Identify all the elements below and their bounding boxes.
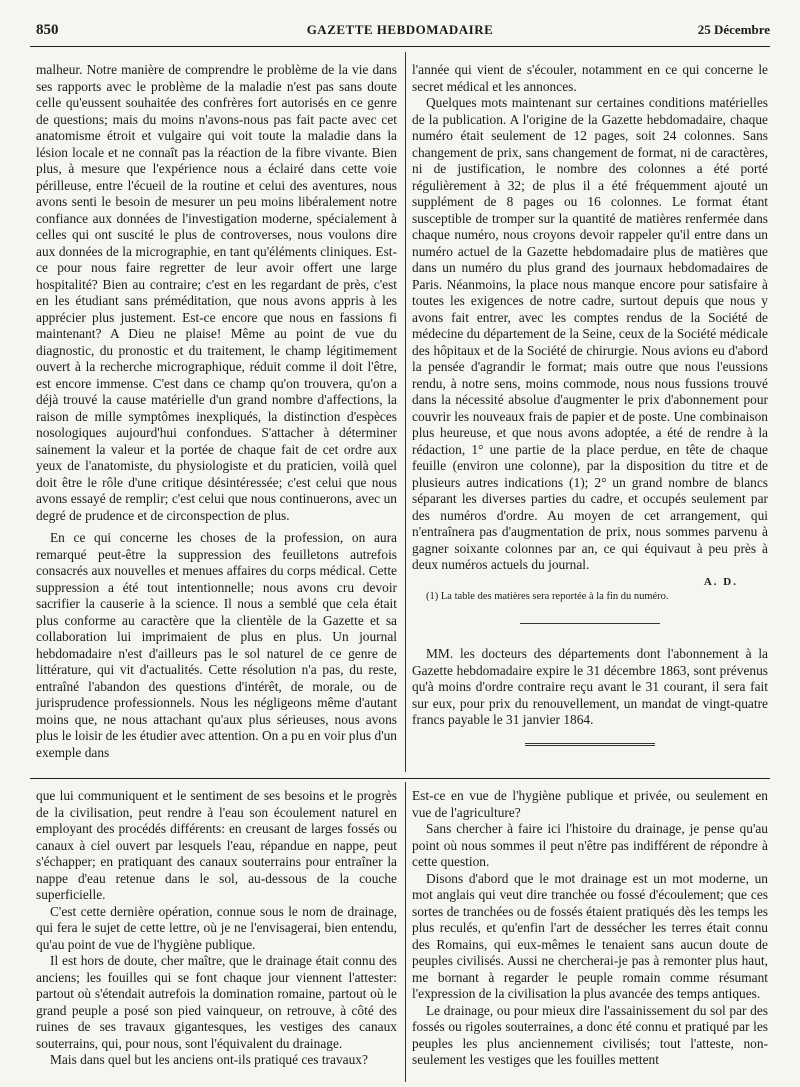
page-header: [30, 22, 770, 42]
paragraph: C'est cette dernière opération, connue sous le nom de drainage, qui fera le sujet de cette lettre, où je ne l'envisagerai, bien entendu, qu'au point de vue de l'hygiène publique.: [36, 903, 397, 952]
journal-title: GAZETTE HEBDOMADAIRE: [306, 22, 494, 37]
paragraph: malheur. Notre manière de comprendre le problème de la vie dans ses rapports avec le problème de la maladie n'est pas sans doute celle qu'eussent souhaitée des confrères fort autorisés en ce genre de questions; mais du moins n'avons-nous pas fait pacte avec cet anatomisme étroit et vulgaire qui voit toute la maladie dans la lésion locale et ne connaît pas la réaction de la fibre vivante. Bien plus, à mesure que l'expérience nous a éclairé dans cette voie périlleuse, entre l'écueil de la routine et celui des aventures, nous avons senti le besoin de mesurer un peu moins libéralement notre confiance aux données de l'investigation moderne, spécialement à celles qui ont suscité le plus de controverses, nous voulons dire aux données de la micrographie, en tant qu'éléments cliniques. Est-ce pour nous faire regretter de leur avoir offert une large hospitalité? Bien au contraire; c'est en les regardant de près, c'est en les étudiant sans préméditation, que nous avons appris à les apprécier plus justement. Est-ce encore que nous en fassions fi maintenant? A Dieu ne plaise! Même au point de vue du diagnostic, du pronostic et du traitement, le champ légitimement ouvert à la recherche micrographique, réduit comme il doit l'être, est encore immense. C'est dans ce champ qu'on trouvera, qu'on a déjà trouvé la cause matérielle d'un grand nombre d'affections, la raison de mille symptômes inexpliqués, la distinction d'espèces nosologiques aujourd'hui confondues. S'attacher à déterminer sainement la valeur et la portée de chaque fait de cet ordre aux yeux de l'anatomiste, du physiologiste et du praticien, voilà quel doit être le rôle d'une critique désintéressée; c'est celui que nous avons essayé de remplir; c'est celui que nous continuerons, avec un degré de prudence et de circonspection de plus.: [36, 62, 397, 523]
column-divider-bottom: [405, 782, 406, 1082]
paragraph: Le drainage, ou pour mieux dire l'assainissement du sol par des fossés ou rigoles souterraines, a donc été connu et pratiqué par les peuples les plus anciennement civilisés; tout l'atteste, non-seulement les vestiges que les fouilles mettent: [412, 1002, 768, 1067]
subscription-notice: [412, 646, 768, 729]
column-divider-top: [405, 52, 406, 772]
top-right-column: [412, 62, 768, 746]
top-left-column: [36, 62, 397, 761]
author-signature: A. D.: [703, 575, 738, 588]
page-number: 850: [36, 22, 59, 38]
paragraph: Disons d'abord que le mot drainage est un mot moderne, un mot anglais qui veut dire tranchée ou fossé d'écoulement; que ces sortes de tranchées ou de fossés étaient pratiqués dès les temps les plus reculés, et qu'enfin l'art de dessécher les terres était connu des Romains, qui eux-mêmes le tenaient sans aucun doute de peuples civilisés. Aussi ne chercherai-je pas à remonter plus haut, me bornant à regarder le peuple romain comme résumant l'expression de la civilisation la plus avancée des temps antiques.: [412, 870, 768, 1001]
section-rule: [520, 623, 660, 624]
paragraph: Il est hors de doute, cher maître, que le drainage était connu des anciens; les fouilles qui se font chaque jour viennent l'attester: partout où s'étendait autrefois la domination romaine, partout où le grand peuple a posé son pied vainqueur, on retrouve, à côté des ruines de ses travaux gigantesques, les vestiges des canaux souterrains, qui, pour nous, sont l'équivalent du drainage.: [36, 953, 397, 1051]
notice-text: MM. les docteurs des départements dont l'abonnement à la Gazette hebdomadaire expire le 31 décembre 1863, sont prévenus qu'à moins d'ordre contraire reçu avant le 31 courant, il sera fait sur eux, pour prix du renouvellement, un mandat de vingt-quatre francs payable le 31 janvier 1864.: [412, 646, 768, 727]
paragraph: Mais dans quel but les anciens ont-ils pratiqué ces travaux?: [50, 1052, 368, 1067]
paragraph: Est-ce en vue de l'hygiène publique et privée, ou seulement en vue de l'agriculture?: [412, 788, 768, 820]
paragraph: l'année qui vient de s'écouler, notamment en ce qui concerne le secret médical et les annonces.: [412, 62, 768, 94]
issue-date: 25 Décembre: [697, 22, 770, 37]
bottom-left-column: [36, 788, 397, 1069]
paragraph: que lui communiquent et le sentiment de ses besoins et le progrès de la civilisation, peut rendre à l'eau son écoulement naturel en employant des procédés différents: en creusant de larges fossés ou canaux à ciel ouvert par lesquels l'eau, répandue en nappe, peut s'échapper; en pratiquant des canaux souterrains pour entraîner la nappe d'eau retenue dans le sol, au-dessous de la couche superficielle.: [36, 788, 397, 902]
paragraph: Quelques mots maintenant sur certaines conditions matérielles de la publication. A l'origine de la Gazette hebdomadaire, chaque numéro était seulement de 12 pages, soit 24 colonnes. Sans changement de prix, sans changement de format, ni de caractères, ni de justification, le nombre des colonnes a été porté régulièrement à 32; de plus il a été fréquemment ajouté un supplément de 8 pages ou 16 colonnes. Le format étant susceptible de tromper sur la quantité de matières renfermée dans chaque numéro, nous croyons devoir rappeler qu'il entre dans un numéro actuel de la Gazette hebdomadaire plus de matières que dans un numéro du plus grand des journaux hebdomadaires de Paris. Néanmoins, la place nous manque encore pour satisfaire à toutes les exigences de notre cadre, surtout depuis que nous y avons fait entrer, avec les comptes rendus de la Société de médecine du département de la Seine, ceux de la Société médicale des hôpitaux et de la Société de chirurgie. Nous avions eu d'abord la pensée d'agrandir le format; mais outre que nous l'eussions rendu, à notre sens, moins commode, nous nous fussions trouvé dans la nécessité absolue d'augmenter le prix d'abonnement pour couvrir les nouveaux frais de papier et de poste. Une combinaison plus heureuse, et que nous avons adoptée, a été de rendre à la rédaction, 1° une partie de la place perdue, en tête de chaque feuille (environ une colonne), par la disposition du titre et de plusieurs autres indications (1); 2° un grand nombre de blancs séparant les diverses parties du cadre, et occupés seulement par des numéros d'ordre. Au moyen de cet arrangement, qui n'entraînera pas d'augmentation de prix, nous sommes parvenu à gagner soixante colonnes par an, ce qui équivaut à peu près à deux numéros actuels du journal.: [412, 95, 768, 572]
notice-rule: [525, 743, 655, 746]
paragraph: Sans chercher à faire ici l'histoire du drainage, je pense qu'au point où nous sommes il peut n'être pas indifférent de répondre à cette question.: [412, 821, 768, 869]
footnote: (1) La table des matières sera reportée à la fin du numéro.: [426, 591, 669, 602]
feuilleton-rule: [30, 778, 770, 779]
paragraph: En ce qui concerne les choses de la profession, on aura remarqué peut-être la suppression des feuilletons autrefois consacrés aux nouvelles et menues affaires du corps médical. Cette suppression a été tout intentionnelle; nous avons cru devoir sacrifier la causerie à la science. Il nous a semblé que cela était plus conforme au caractère que la clientèle de la Gazette et sa collaboration lui imprimaient de plus en plus. Un journal hebdomadaire n'est d'ailleurs pas le sol naturel de ce genre de littérature, qui vit d'actualités. Cette résolution n'a pas, du reste, entraîné l'abandon des questions d'intérêt, de morale, ou de jurisprudence professionnels. Nous les négligeons même d'autant moins que, ne nous attachant qu'aux plus sérieuses, nous avons plus le loisir de les étudier avec attention. On a pu en voir plus d'un exemple dans: [36, 530, 397, 760]
bottom-right-column: [412, 788, 768, 1069]
header-rule: [30, 46, 770, 47]
